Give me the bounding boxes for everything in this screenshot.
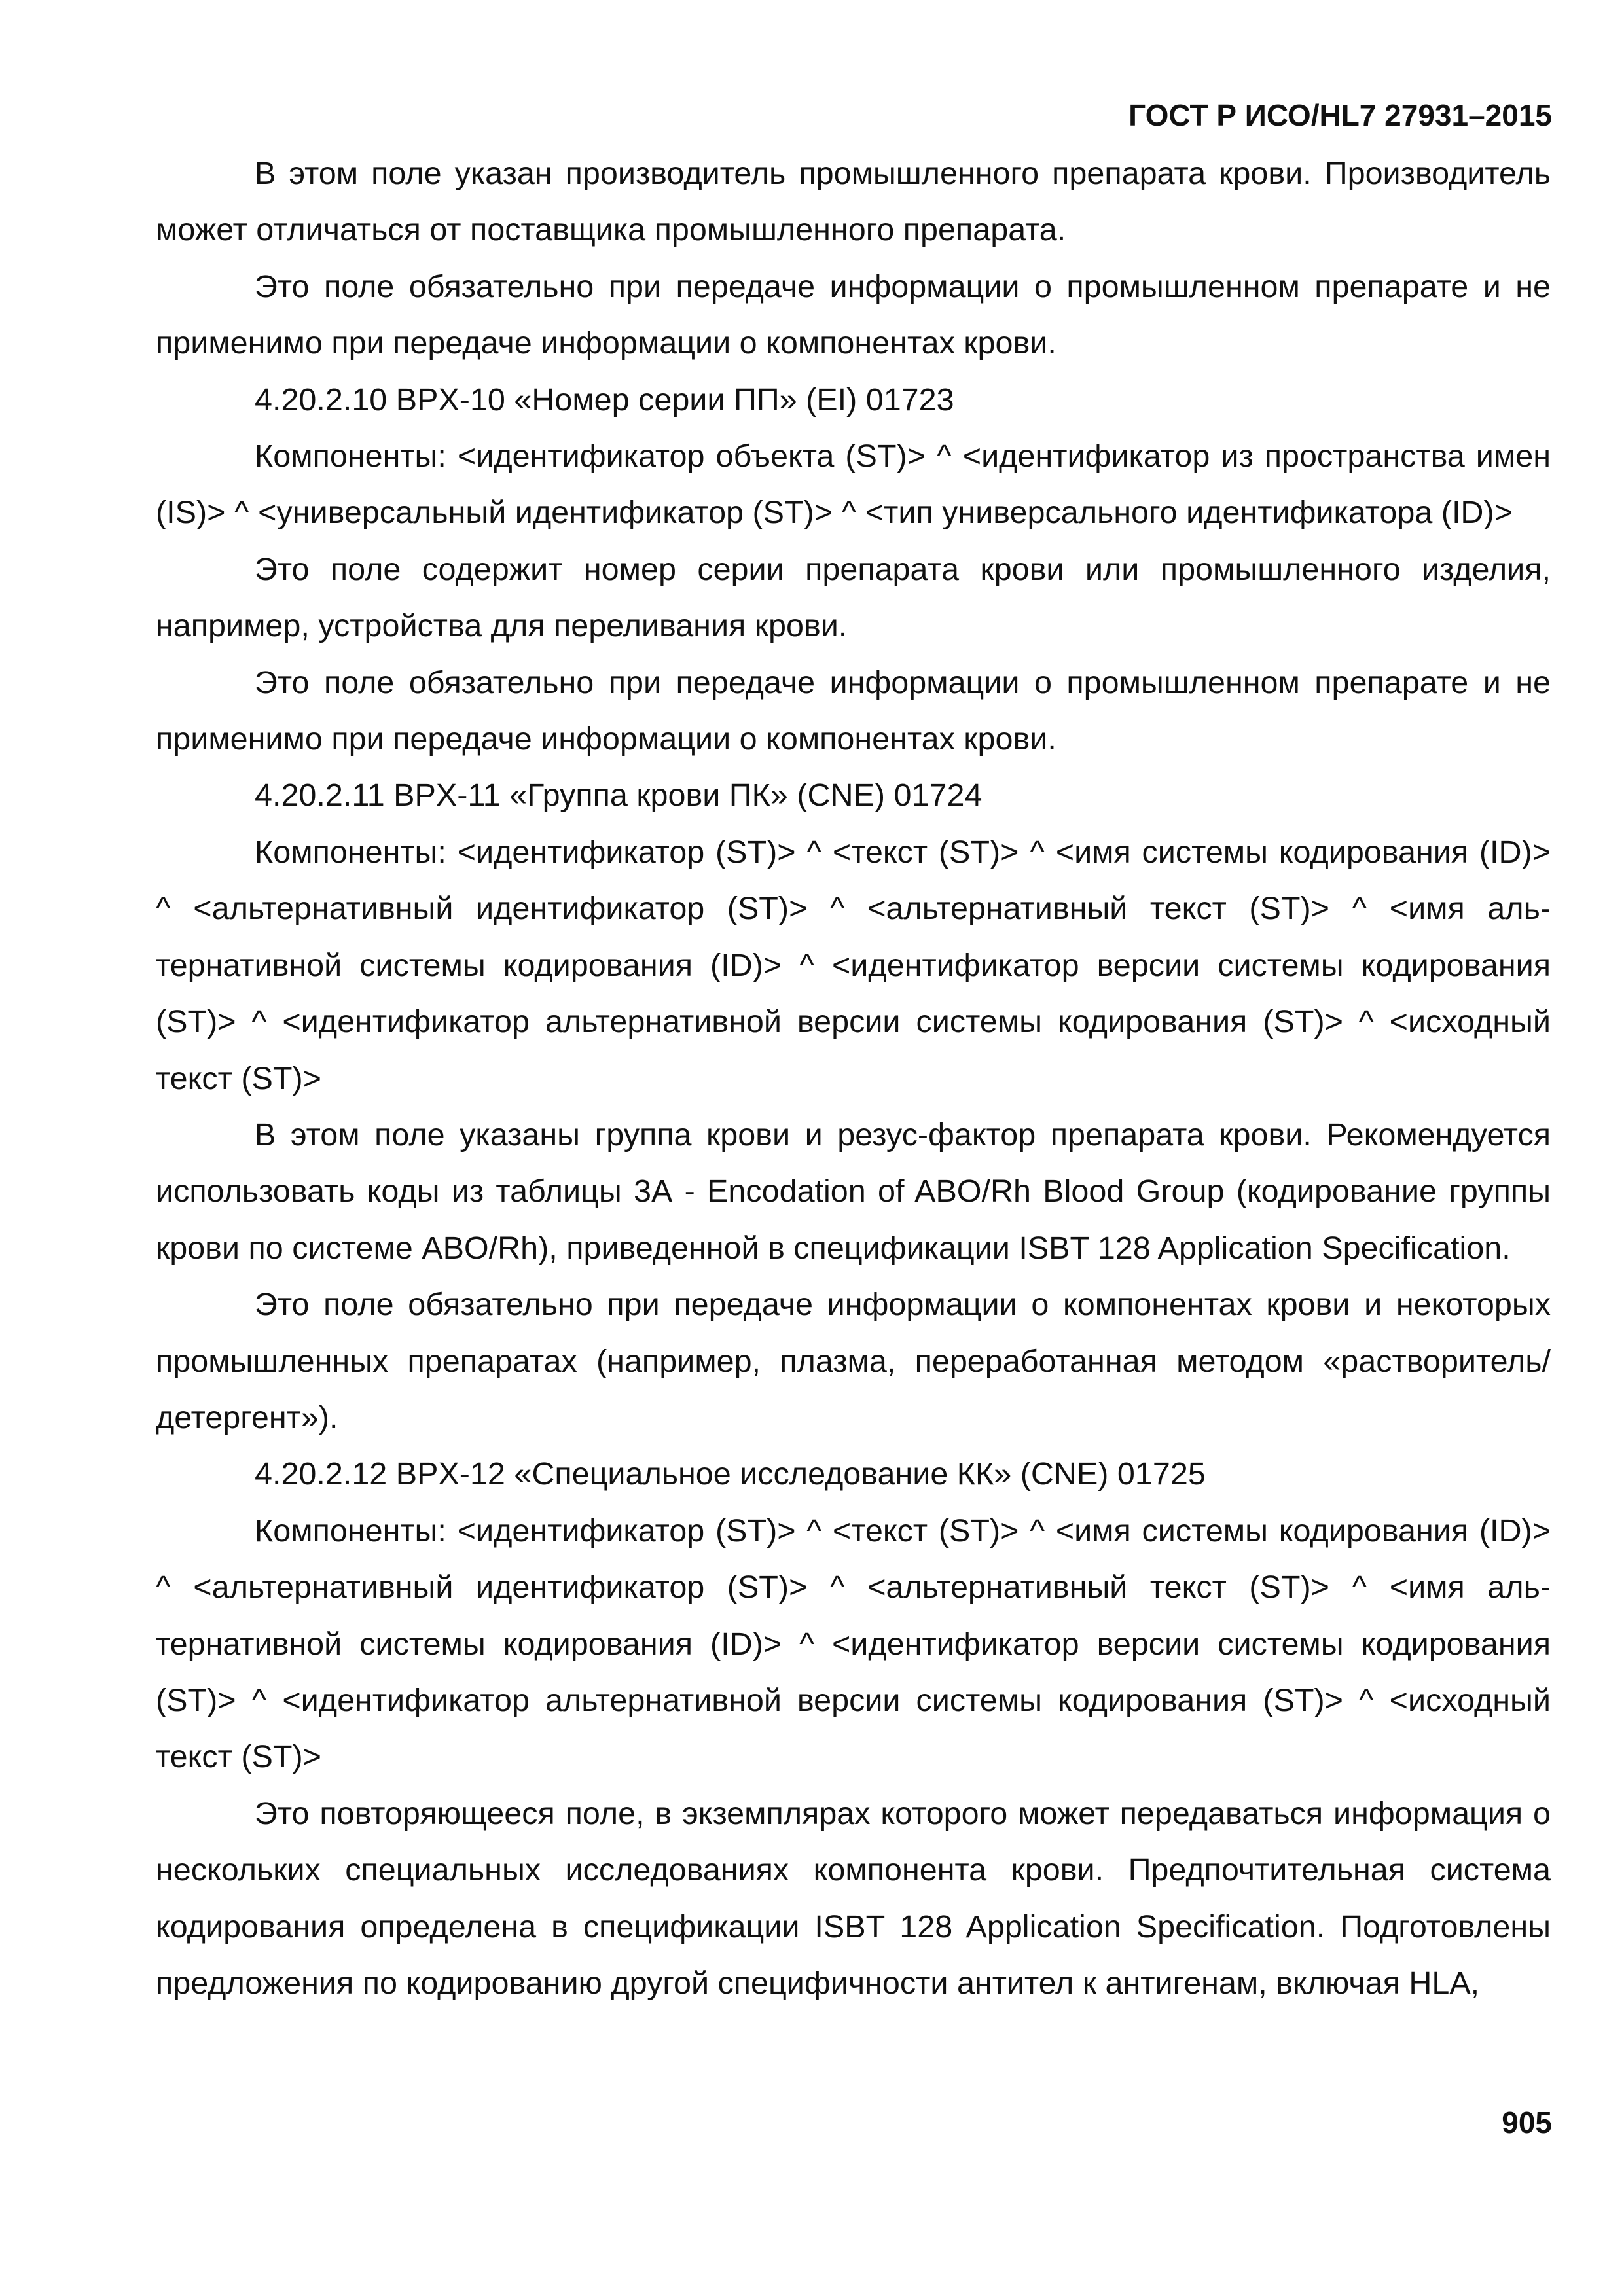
paragraph-bpx-10-components: Компоненты: <идентификатор объекта (ST)> ^ <идентификатор из пространства имен (IS)> ^ <универсальный идентификатор (ST)> ^ <тип универсального идентификатора (ID)>: [156, 439, 1551, 531]
section-heading-bpx-11: 4.20.2.11 BPX-11 «Группа крови ПК» (CNE) 01724: [255, 778, 983, 814]
page-number: 905: [1502, 2106, 1552, 2140]
paragraph-bpx-11-components: Компоненты: <идентификатор (ST)> ^ <текст (ST)> ^ <имя системы кодирования (ID)> ^ <альтернативный идентификатор (ST)> ^ <альтернативный текст (ST)> ^ <имя альтернативной системы кодирования (ID)> ^ <идентификатор версии системы кодирования (ST)> ^ <идентификатор альтернативной версии системы кодирования (ST)> ^ <исходный текст (ST)>: [156, 834, 1551, 1096]
paragraph-manufacturer-description: В этом поле указан производитель промышленного препарата крови. Производитель может отличаться от поставщика промышленного препарата.: [156, 156, 1551, 248]
paragraph-manufacturer-requirement: Это поле обязательно при передаче информации о промышленном препарате и не применимо при передаче информации о компонентах крови.: [156, 268, 1551, 361]
paragraph-bpx-11-description: В этом поле указаны группа крови и резус-фактор препарата крови. Рекомендуется использовать коды из таблицы 3А - Encodation of ABO/Rh Blood Group (кодирование группы крови по системе ABO/Rh), приведенной в спецификации ISBT 128 Application Specification.: [156, 1117, 1551, 1266]
paragraph-bpx-11-requirement: Это поле обязательно при передаче информации о компонентах крови и некоторых промышленных препаратах (например, плазма, переработанная методом «растворитель/детергент»).: [156, 1287, 1551, 1435]
page-body: [156, 145, 1551, 2011]
section-heading-bpx-12: 4.20.2.12 BPX-12 «Специальное исследование КК» (CNE) 01725: [255, 1456, 1206, 1492]
paragraph-bpx-10-description: Это поле содержит номер серии препарата крови или промышленного изделия, например, устройства для переливания крови.: [156, 551, 1551, 644]
paragraph-bpx-10-requirement: Это поле обязательно при передаче информации о промышленном препарате и не применимо при передаче информации о компонентах крови.: [156, 664, 1551, 757]
document-standard-code: ГОСТ Р ИСО/HL7 27931–2015: [1128, 98, 1552, 132]
paragraph-bpx-12-components: Компоненты: <идентификатор (ST)> ^ <текст (ST)> ^ <имя системы кодирования (ID)> ^ <альтернативный идентификатор (ST)> ^ <альтернативный текст (ST)> ^ <имя альтернативной системы кодирования (ID)> ^ <идентификатор версии системы кодирования (ST)> ^ <идентификатор альтернативной версии системы кодирования (ST)> ^ <исходный текст (ST)>: [156, 1513, 1551, 1775]
section-heading-bpx-10: 4.20.2.10 BPX-10 «Номер серии ПП» (EI) 01723: [255, 382, 954, 418]
paragraph-bpx-12-description: Это повторяющееся поле, в экземплярах которого может передаваться информация о нескольких специальных исследованиях компонента крови. Предпочтительная система кодирования определена в спецификации ISBT 128 Application Specification. Подготовлены предложения по кодированию другой специфичности антител к антигенам, включая HLA,: [156, 1795, 1551, 2001]
